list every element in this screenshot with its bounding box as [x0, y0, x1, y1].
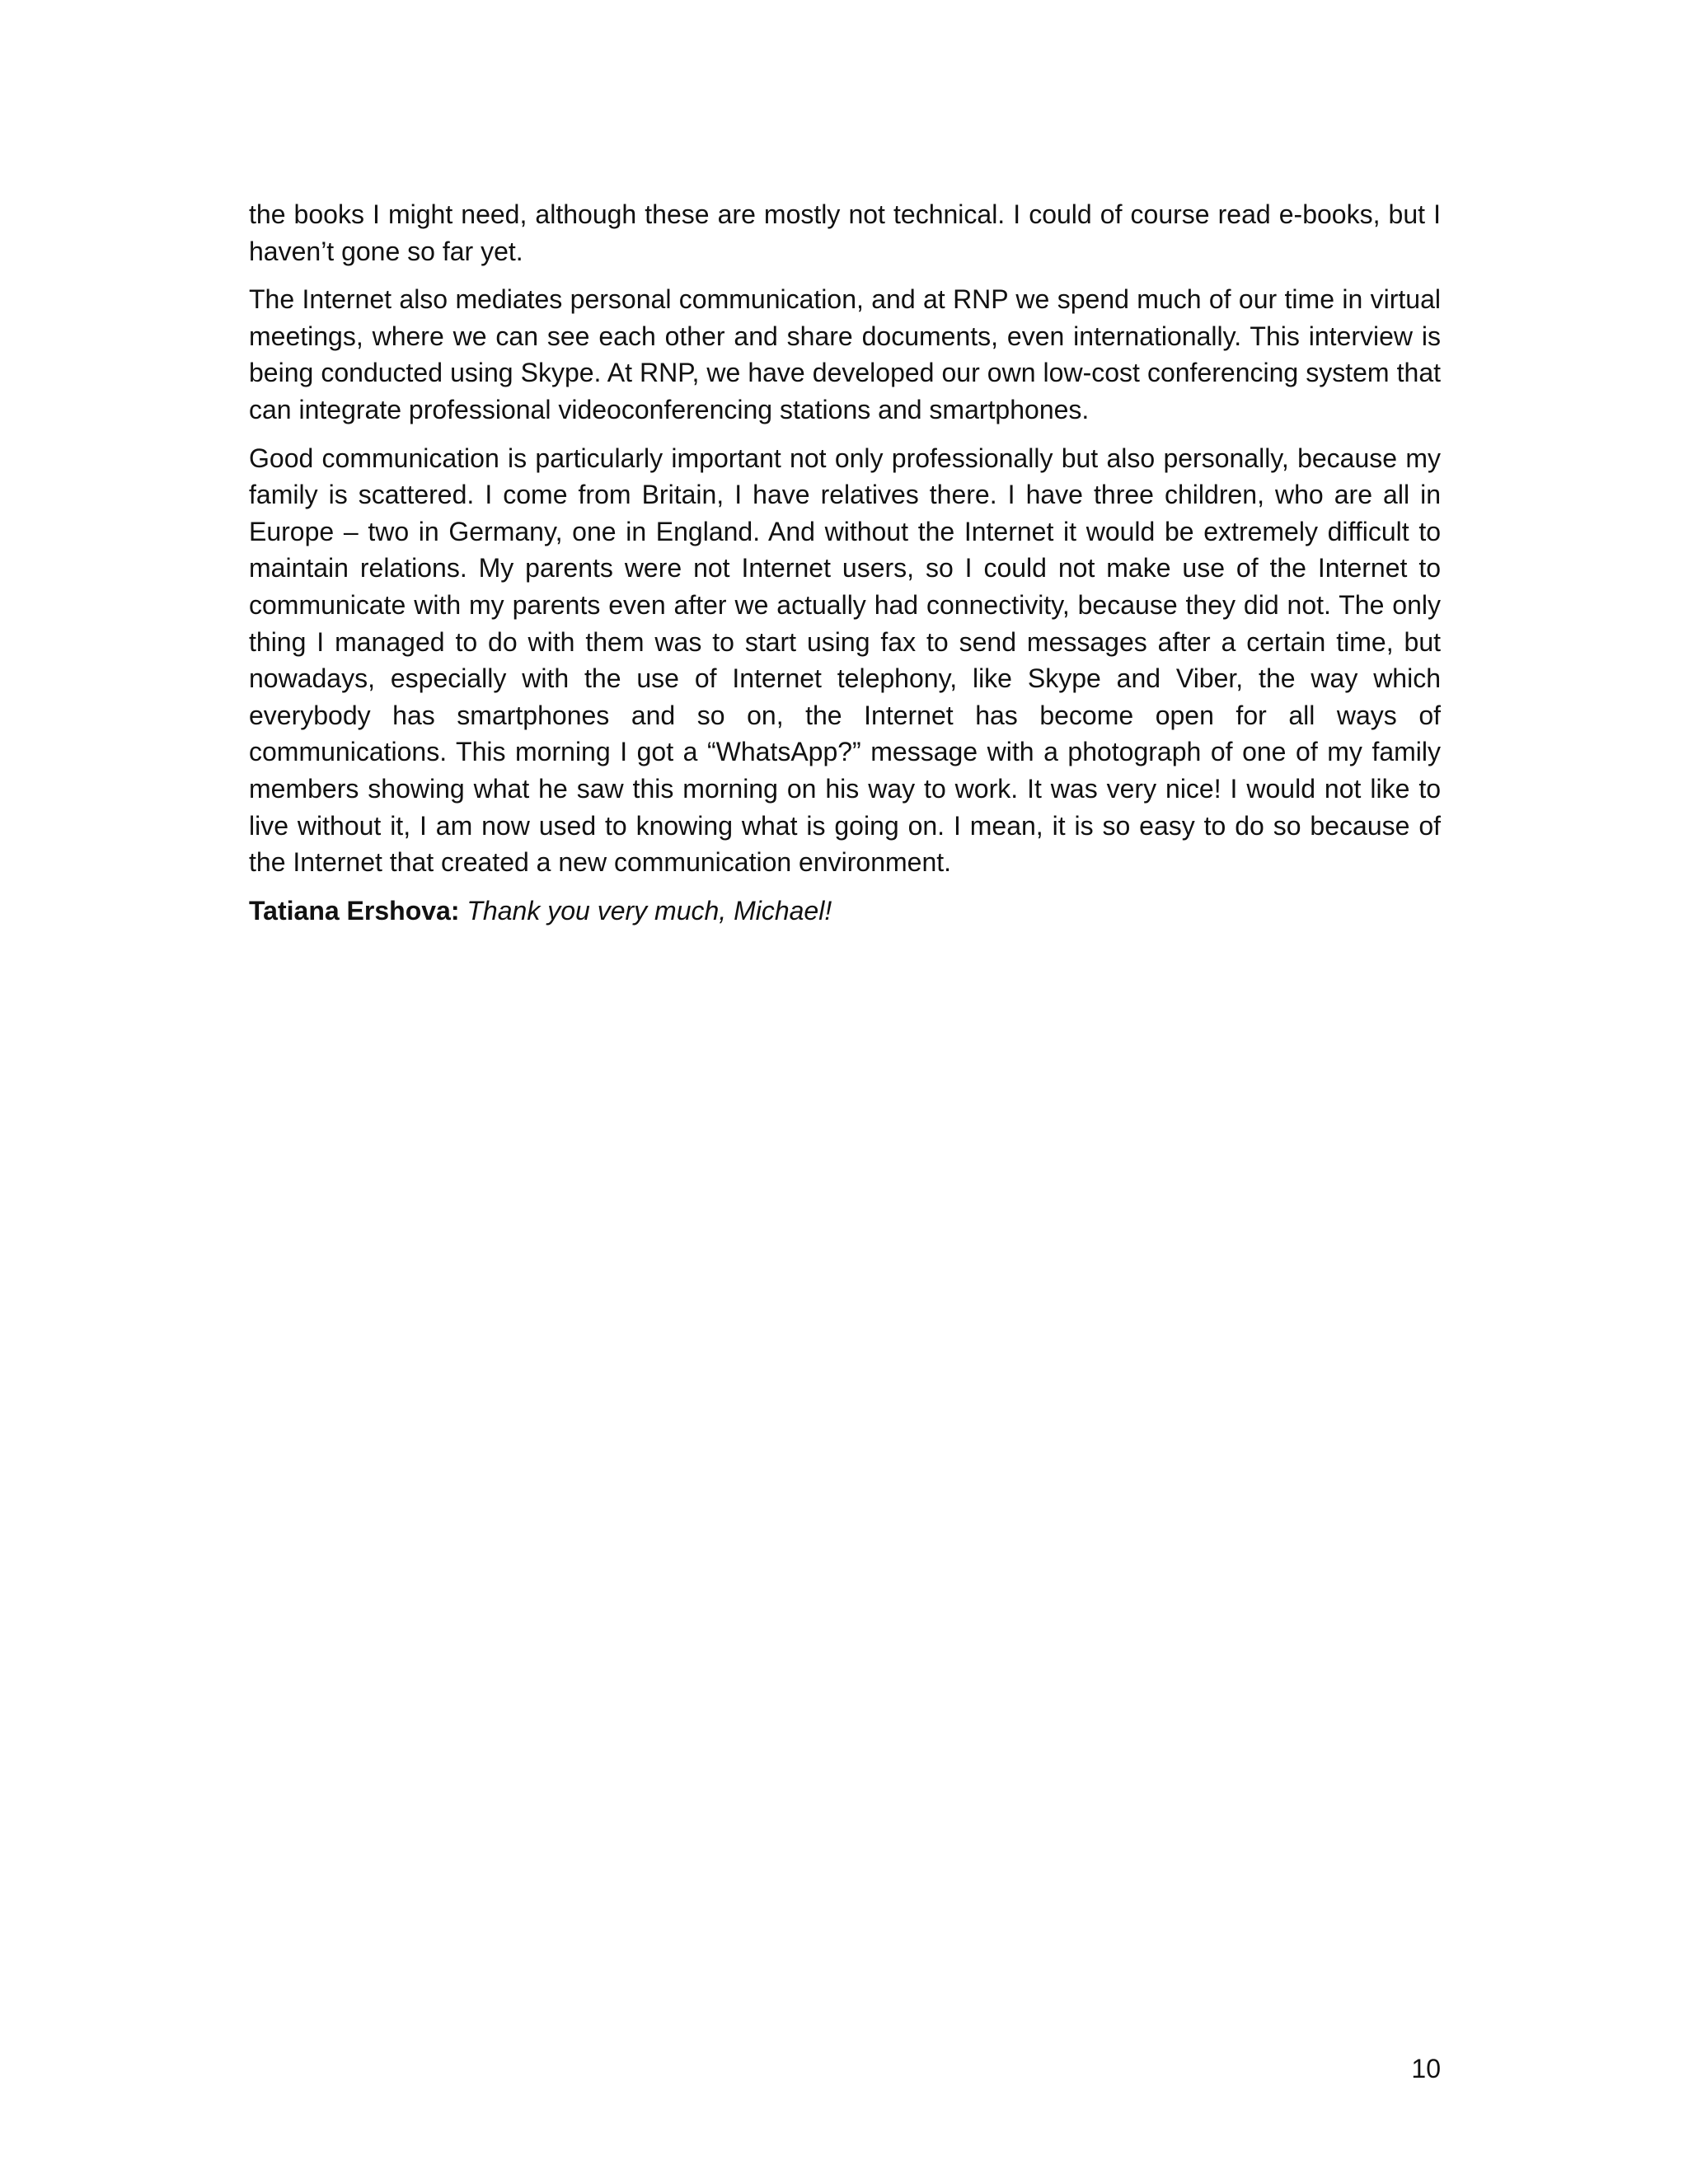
paragraph-2: The Internet also mediates personal communication, and at RNP we spend much of our time in virtual meetings, where we can see each other and share documents, even internationally. This interview is being conducted using Skype. At RNP, we have developed our own low-cost conferencing system that can integrate professional videoconferencing stations and smartphones. [249, 284, 1441, 424]
paragraph-1: the books I might need, although these are mostly not technical. I could of course read e-books, but I haven’t gone so far yet. [249, 199, 1441, 266]
page-number: 10 [1411, 2054, 1441, 2083]
speaker-name: Tatiana Ershova: [249, 895, 460, 926]
paragraph-3: Good communication is particularly important not only professionally but also personally, because my family is scattered. I come from Britain, I have relatives there. I have three children, who are all in Europe – two in Germany, one in England. And without the Internet it would be extremely difficult to maintain relations. My parents were not Internet users, so I could not make use of the Internet to communicate with my parents even after we actually had connectivity, because they did not. The only thing I managed to do with them was to start using fax to send messages after a certain time, but nowadays, especially with the use of Internet telephony, like Skype and Viber, the way which everybody has smartphones and so on, the Internet has become open for all ways of communications. This morning I got a “WhatsApp?” message with a photograph of one of my family members showing what he saw this morning on his way to work. It was very nice! I would not like to live without it, I am now used to knowing what is going on. I mean, it is so easy to do so because of the Internet that created a new communication environment. [249, 443, 1441, 878]
closing-line [249, 893, 1441, 930]
body-text [249, 196, 1441, 929]
closing-quote: Thank you very much, Michael! [467, 895, 832, 926]
